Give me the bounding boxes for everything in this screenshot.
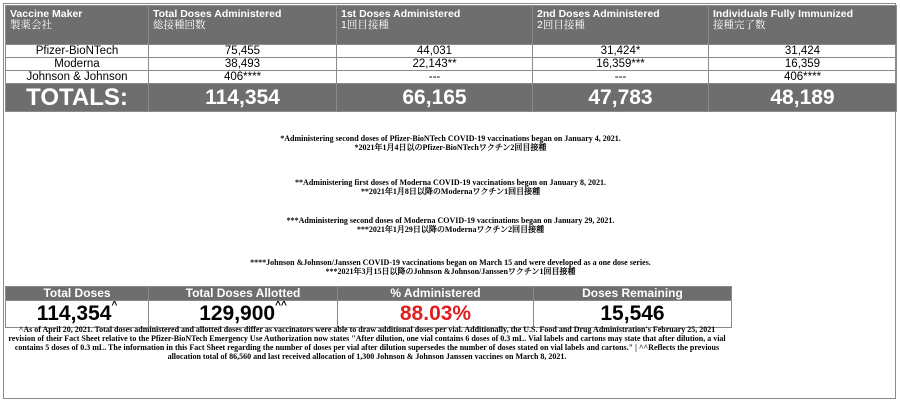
note-text: ***Administering second doses of Moderna COVID-19 vaccinations began on January 29, 2021. [286, 216, 615, 225]
note-text-jp: **2021年1月8日以降のModernaワクチン1回目接種 [360, 187, 541, 196]
table-row [6, 45, 897, 58]
totals-second-doses: 47,783 [533, 84, 709, 112]
second-cell: 31,424* [533, 45, 709, 58]
table-row [6, 71, 897, 84]
immunized-cell: 16,359 [709, 58, 897, 71]
total-doses-value: 114,354 [36, 302, 112, 325]
summary-header-remaining: Doses Remaining [534, 287, 732, 301]
allocation-footnote: ^As of April 20, 2021. Total doses administered and allotted doses differ as vaccinators were able to draw additional doses per vial. Additionally, the U.S. Food and Drug Administration's February 25, 2021 revision of their Fact Sheet relative to the Pfizer-BioNTech Emergency Use Authorization now states "After dilution, one vial contains 6 doses of 0.3 mL. Vial labels and cartons may state that after dilution, a vial contains 5 doses of 0.3 mL. The information in this Fact Sheet regarding the number of doses per vial after dilution supersedes the number of doses stated on vial labels and cartons." | ^^Reflects the previous allocation total of 86,560 and last received allocation of 1,300 Johnson & Johnson Janssen vaccines on March 8, 2021. [8, 325, 726, 361]
summary-header-row [6, 287, 732, 301]
header-second-doses: 2nd Doses Administered 2回目接種 [533, 6, 709, 45]
note-moderna-first [5, 178, 896, 196]
note-text: ****Johnson &Johnson/Janssen COVID-19 vaccinations began on March 15 and were developed as a one dose series. [250, 258, 651, 267]
note-text-jp: ***2021年1月29日以降のModernaワクチン2回目接種 [356, 225, 545, 234]
summary-header-allotted: Total Doses Allotted [149, 287, 338, 301]
total-cell: 38,493 [149, 58, 337, 71]
note-pfizer [5, 134, 896, 152]
maker-cell: Pfizer-BioNTech [6, 45, 149, 58]
totals-fully-immunized: 48,189 [709, 84, 897, 112]
note-text-jp: ***2021年3月15日以降のJohnson &Johnson/Janssenワクチン1回目接種 [325, 267, 576, 276]
first-cell: 44,031 [337, 45, 533, 58]
summary-remaining: 15,546 [534, 301, 732, 328]
header-first-doses: 1st Doses Administered 1回目接種 [337, 6, 533, 45]
note-moderna-second [5, 216, 896, 234]
first-cell: 22,143** [337, 58, 533, 71]
maker-cell: Johnson & Johnson [6, 71, 149, 84]
note-text: **Administering first doses of Moderna COVID-19 vaccinations began on January 8, 2021. [295, 178, 606, 187]
first-cell: --- [337, 71, 533, 84]
header-fully-immunized: Individuals Fully Immunized 接種完了数 [709, 6, 897, 45]
total-cell: 75,455 [149, 45, 337, 58]
footnotes-section [5, 128, 896, 283]
allotted-value: 129,900 [199, 302, 276, 325]
totals-label: TOTALS: [6, 84, 149, 112]
table-row [6, 58, 897, 71]
totals-row [6, 84, 897, 112]
summary-total-doses [6, 301, 149, 328]
immunized-cell: 406**** [709, 71, 897, 84]
note-johnson [5, 258, 896, 276]
note-text-jp: *2021年1月4日以のPfizer-BioNTechワクチン2回目接種 [354, 143, 547, 152]
header-vaccine-maker: Vaccine Maker 製薬会社 [6, 6, 149, 45]
summary-allotted [149, 301, 338, 328]
totals-total-doses: 114,354 [149, 84, 337, 112]
note-text: *Administering second doses of Pfizer-BioNTech COVID-19 vaccinations began on January 4, 2021. [280, 134, 621, 143]
total-cell: 406**** [149, 71, 337, 84]
immunized-cell: 31,424 [709, 45, 897, 58]
summary-pct-administered: 88.03% [338, 301, 534, 328]
maker-cell: Moderna [6, 58, 149, 71]
summary-header-pct: % Administered [338, 287, 534, 301]
allotted-mark: ^^ [275, 300, 287, 311]
second-cell: 16,359*** [533, 58, 709, 71]
total-doses-mark: ^ [111, 300, 118, 311]
summary-value-row [6, 301, 732, 328]
header-total-doses: Total Doses Administered 総接種回数 [149, 6, 337, 45]
table-header-row [6, 6, 897, 45]
totals-first-doses: 66,165 [337, 84, 533, 112]
vaccine-doses-table [5, 5, 897, 112]
summary-header-total-doses: Total Doses [6, 287, 149, 301]
summary-table [5, 286, 732, 328]
second-cell: --- [533, 71, 709, 84]
